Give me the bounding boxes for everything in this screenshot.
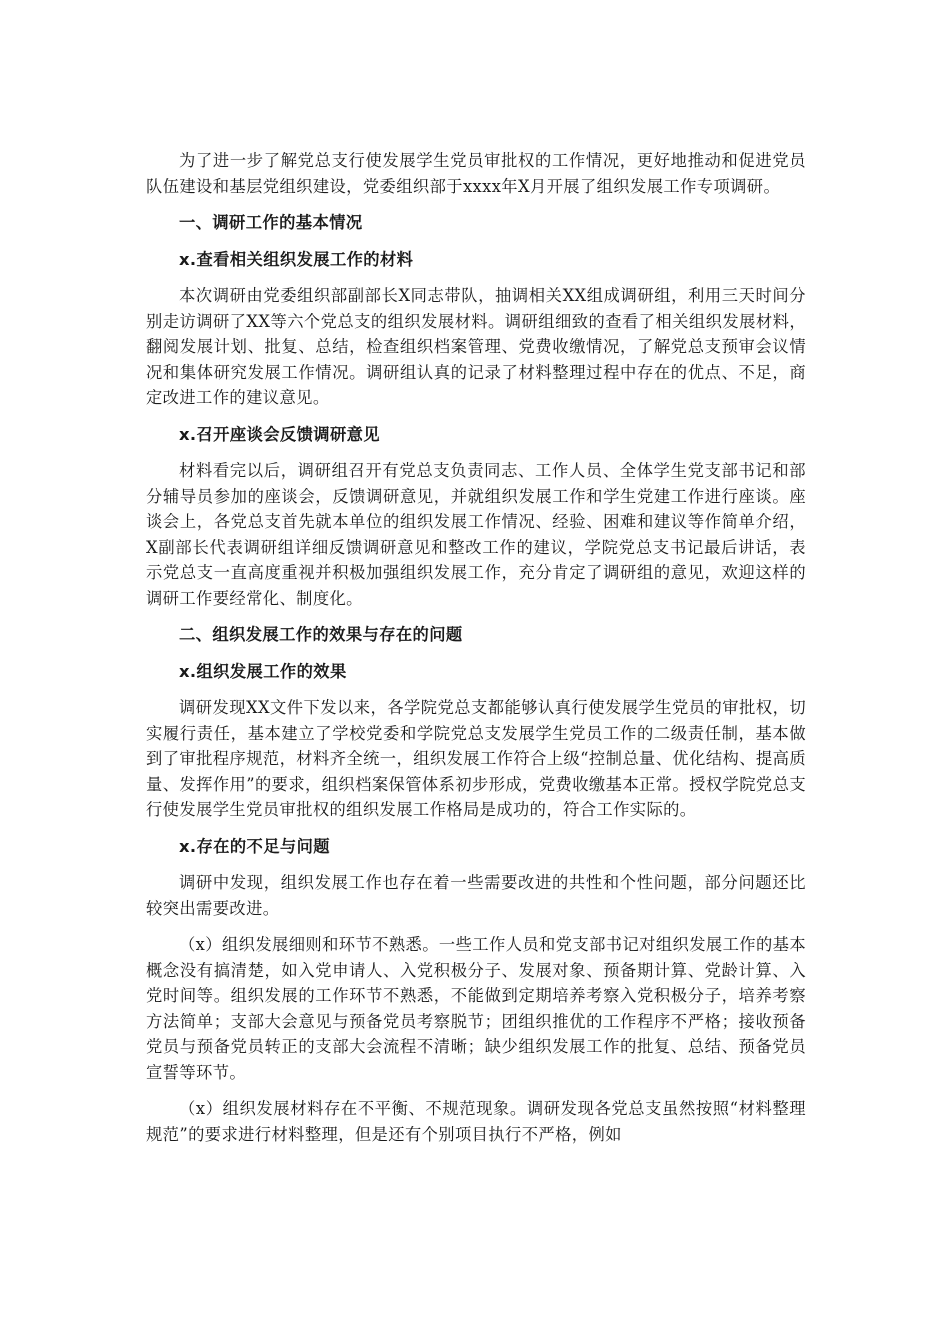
list-item-1: （x）组织发展细则和环节不熟悉。一些工作人员和党支部书记对组织发展工作的基本概念没有搞清楚，如入党申请人、入党积极分子、发展对象、预备期计算、党龄计算、入党时间等。组织发展的工作环节不熟悉，不能做到定期培养考察入党积极分子，培养考察方法简单；支部大会意见与预备党员考察脱节；团组织推优的工作程序不严格；接收预备党员与预备党员转正的支部大会流程不清晰；缺少组织发展工作的批复、总结、预备党员宣誓等环节。: [146, 935, 806, 1082]
paragraph-2-2: 调研中发现，组织发展工作也存在着一些需要改进的共性和个性问题，部分问题还比较突出需要改进。: [146, 873, 806, 918]
intro-paragraph: 为了进一步了解党总支行使发展学生党员审批权的工作情况，更好地推动和促进党员队伍建设和基层党组织建设，党委组织部于xxxx年X月开展了组织发展工作专项调研。: [146, 151, 806, 196]
subsection-heading-1-2: x.召开座谈会反馈调研意见: [179, 424, 380, 444]
subsection-heading-1-1: x.查看相关组织发展工作的材料: [179, 249, 414, 269]
paragraph-1-1: 本次调研由党委组织部副部长X同志带队，抽调相关XX组成调研组，利用三天时间分别走访调研了XX等六个党总支的组织发展材料。调研组细致的查看了相关组织发展材料，翻阅发展计划、批复、总结，检查组织档案管理、党费收缴情况，了解党总支预审会议情况和集体研究发展工作情况。调研组认真的记录了材料整理过程中存在的优点、不足，商定改进工作的建议意见。: [146, 286, 806, 407]
paragraph-2-1: 调研发现XX文件下发以来，各学院党总支都能够认真行使发展学生党员的审批权，切实履行责任，基本建立了学校党委和学院党总支发展学生党员工作的二级责任制，基本做到了审批程序规范，材料齐全统一，组织发展工作符合上级“控制总量、优化结构、提高质量、发挥作用”的要求，组织档案保管体系初步形成，党费收缴基本正常。授权学院党总支行使发展学生党员审批权的组织发展工作格局是成功的，符合工作实际的。: [146, 698, 806, 819]
section-heading-2: 二、组织发展工作的效果与存在的问题: [179, 625, 463, 644]
subsection-heading-2-2: x.存在的不足与问题: [179, 836, 330, 856]
section-heading-1: 一、调研工作的基本情况: [179, 213, 363, 232]
document-page: [146, 148, 806, 1158]
subsection-heading-2-1: x.组织发展工作的效果: [179, 661, 347, 681]
paragraph-1-2: 材料看完以后，调研组召开有党总支负责同志、工作人员、全体学生党支部书记和部分辅导员参加的座谈会，反馈调研意见，并就组织发展工作和学生党建工作进行座谈。座谈会上，各党总支首先就本单位的组织发展工作情况、经验、困难和建议等作简单介绍，X副部长代表调研组详细反馈调研意见和整改工作的建议，学院党总支书记最后讲话，表示党总支一直高度重视并积极加强组织发展工作，充分肯定了调研组的意见，欢迎这样的调研工作要经常化、制度化。: [146, 461, 806, 608]
list-item-2: （x）组织发展材料存在不平衡、不规范现象。调研发现各党总支虽然按照“材料整理规范”的要求进行材料整理，但是还有个别项目执行不严格，例如: [146, 1099, 806, 1144]
